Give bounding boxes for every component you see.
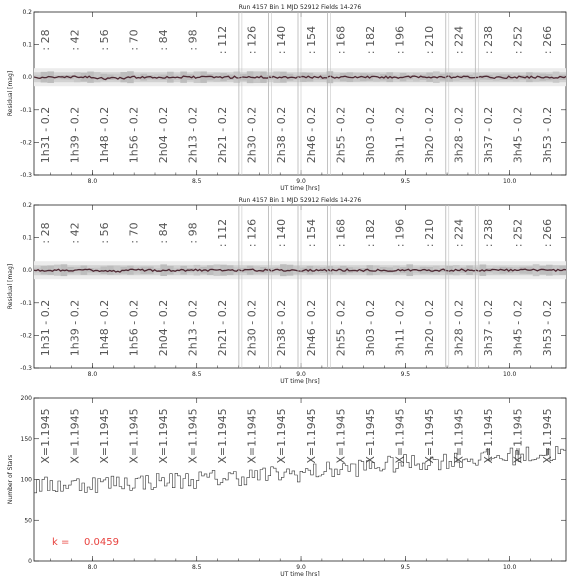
field-label: : 98 [186, 29, 200, 51]
dec-label: 1h39 - 0.2 [68, 299, 82, 357]
dec-label: 2h13 - 0.2 [186, 106, 200, 164]
field-label: : 42 [68, 222, 82, 244]
field-label: : 196 [393, 25, 407, 55]
field-label: : 196 [393, 218, 407, 248]
field-label: : 252 [511, 25, 525, 55]
dec-label: 3h20 - 0.2 [423, 299, 436, 357]
airmass-label: X=1.1945 [186, 408, 200, 464]
chart-title: Run 4157 Bin 1 MJD 52912 Fields 14-276 [238, 197, 362, 204]
dec-label: 2h04 - 0.2 [157, 299, 170, 357]
field-label: : 182 [363, 218, 377, 248]
field-label: : 28 [38, 29, 52, 51]
dec-label: 3h28 - 0.2 [452, 299, 466, 357]
field-label: : 238 [482, 25, 496, 55]
x-tick-label: 9.5 [400, 564, 411, 571]
panel-1 [7, 4, 566, 192]
dec-label: 2h38 - 0.2 [275, 106, 289, 164]
airmass-label: X=1.1945 [423, 408, 436, 464]
airmass-label: X=1.1945 [393, 408, 407, 464]
panel-3 [7, 395, 566, 576]
x-tick-label: 9.0 [296, 564, 306, 571]
x-tick-label: 8.0 [87, 371, 98, 378]
airmass-label: X=1.1945 [304, 408, 318, 464]
dec-label: 3h53 - 0.2 [541, 299, 555, 357]
x-tick-label: 8.5 [191, 564, 202, 571]
x-tick-label: 10.0 [502, 371, 517, 378]
airmass-label: X=1.1945 [68, 408, 82, 464]
airmass-label: X=1.1945 [38, 408, 52, 464]
x-tick-label: 8.0 [87, 178, 98, 185]
y-tick-label: 0.0 [22, 267, 32, 275]
dec-label: 3h28 - 0.2 [452, 106, 466, 164]
airmass-label: X=1.1945 [482, 408, 496, 464]
field-label: : 168 [334, 218, 348, 248]
dec-label: 1h56 - 0.2 [127, 106, 141, 164]
field-label: : 28 [38, 222, 52, 244]
residual-cell [386, 267, 393, 273]
x-tick-label: 10.0 [502, 564, 517, 571]
dec-label: 3h53 - 0.2 [541, 106, 555, 164]
x-tick-label: 9.5 [400, 371, 411, 378]
field-label: : 238 [482, 218, 496, 248]
dec-label: 2h46 - 0.2 [304, 106, 318, 164]
field-label: : 224 [452, 218, 466, 248]
dec-label: 3h03 - 0.2 [363, 106, 377, 164]
residual-cell [260, 71, 267, 82]
field-label: : 182 [363, 25, 377, 55]
y-tick-label: -0.1 [20, 106, 32, 114]
airmass-label: X=1.1945 [511, 408, 525, 464]
y-tick-label: 0.2 [22, 9, 32, 16]
field-label: : 168 [334, 25, 348, 55]
airmass-label: X=1.1945 [452, 408, 466, 464]
field-label: : 266 [541, 218, 555, 248]
field-label: : 126 [245, 25, 259, 55]
field-label: : 42 [68, 29, 82, 51]
field-label: : 210 [423, 218, 436, 248]
dec-label: 2h38 - 0.2 [275, 299, 289, 357]
field-label: : 154 [304, 218, 318, 248]
dec-label: 3h03 - 0.2 [363, 299, 377, 357]
dec-label: 3h37 - 0.2 [482, 106, 496, 164]
panel-2 [7, 197, 566, 385]
y-tick-label: 100 [20, 476, 32, 484]
field-label: : 140 [275, 25, 289, 55]
dec-label: 2h46 - 0.2 [304, 299, 318, 357]
dec-label: 2h21 - 0.2 [216, 106, 230, 164]
dec-label: 2h13 - 0.2 [186, 299, 200, 357]
airmass-label: X=1.1945 [275, 408, 289, 464]
residual-cell [114, 266, 121, 275]
y-axis-label: Residual [mag] [7, 70, 14, 117]
y-axis-label: Number of Stars [7, 454, 14, 505]
dec-label: 2h30 - 0.2 [245, 106, 259, 164]
dec-label: 2h55 - 0.2 [334, 106, 348, 164]
x-axis-label: UT time [hrs] [280, 185, 320, 192]
y-tick-label: -0.3 [20, 365, 32, 372]
dec-label: 2h55 - 0.2 [334, 299, 348, 357]
chart-title: Run 4157 Bin 1 MJD 52912 Fields 14-276 [238, 4, 362, 11]
y-tick-label: 0.1 [22, 234, 32, 242]
dec-label: 1h56 - 0.2 [127, 299, 141, 357]
x-tick-label: 8.0 [87, 564, 98, 571]
field-label: : 126 [245, 218, 259, 248]
x-tick-label: 9.5 [400, 178, 411, 185]
x-axis-label: UT time [hrs] [280, 378, 320, 385]
x-axis-label: UT time [hrs] [280, 571, 320, 576]
x-tick-label: 8.5 [191, 178, 202, 185]
dec-label: 2h04 - 0.2 [157, 106, 170, 164]
y-tick-label: -0.3 [20, 172, 32, 179]
airmass-label: X=1.1945 [127, 408, 141, 464]
dec-label: 3h45 - 0.2 [511, 299, 525, 357]
field-label: : 70 [127, 29, 141, 51]
y-tick-label: -0.2 [20, 332, 32, 340]
field-label: : 56 [97, 29, 111, 51]
k-label: k = [52, 537, 70, 548]
field-label: : 140 [275, 218, 289, 248]
x-tick-label: 9.0 [296, 178, 306, 185]
dec-label: 1h31 - 0.2 [38, 299, 52, 357]
dec-label: 1h48 - 0.2 [97, 106, 111, 164]
y-tick-label: 0 [28, 558, 32, 565]
dec-label: 3h11 - 0.2 [393, 299, 407, 357]
y-tick-label: 0.0 [22, 74, 32, 82]
residual-cell [94, 72, 101, 82]
airmass-label: X=1.1945 [157, 408, 170, 464]
field-label: : 84 [157, 29, 170, 51]
dec-label: 1h31 - 0.2 [38, 106, 52, 164]
field-label: : 210 [423, 25, 436, 55]
x-tick-label: 10.0 [502, 178, 517, 185]
field-label: : 98 [186, 222, 200, 244]
field-label: : 154 [304, 25, 318, 55]
dec-label: 1h39 - 0.2 [68, 106, 82, 164]
y-tick-label: 0.2 [22, 202, 32, 209]
dec-label: 3h37 - 0.2 [482, 299, 496, 357]
x-tick-label: 9.0 [296, 371, 306, 378]
k-value: 0.0459 [84, 537, 119, 548]
field-label: : 252 [511, 218, 525, 248]
dec-label: 3h20 - 0.2 [423, 106, 436, 164]
y-tick-label: -0.2 [20, 139, 32, 147]
y-tick-label: 150 [20, 435, 32, 443]
airmass-label: X=1.1945 [541, 408, 555, 464]
airmass-label: X=1.1945 [216, 408, 230, 464]
dec-label: 3h45 - 0.2 [511, 106, 525, 164]
y-tick-label: -0.1 [20, 299, 32, 307]
y-tick-label: 0.1 [22, 41, 32, 49]
field-label: : 84 [157, 222, 170, 244]
y-tick-label: 200 [20, 395, 32, 402]
airmass-label: X=1.1945 [245, 408, 259, 464]
dec-label: 2h30 - 0.2 [245, 299, 259, 357]
airmass-label: X=1.1945 [334, 408, 348, 464]
field-label: : 224 [452, 25, 466, 55]
airmass-label: X=1.1945 [363, 408, 377, 464]
field-label: : 70 [127, 222, 141, 244]
field-label: : 266 [541, 25, 555, 55]
dec-label: 2h21 - 0.2 [216, 299, 230, 357]
field-label: : 112 [216, 218, 230, 248]
x-tick-label: 8.5 [191, 371, 202, 378]
dec-label: 1h48 - 0.2 [97, 299, 111, 357]
y-axis-label: Residual [mag] [7, 263, 14, 310]
airmass-label: X=1.1945 [97, 408, 111, 464]
dec-label: 3h11 - 0.2 [393, 106, 407, 164]
y-tick-label: 50 [24, 517, 32, 525]
field-label: : 112 [216, 25, 230, 55]
field-label: : 56 [97, 222, 111, 244]
